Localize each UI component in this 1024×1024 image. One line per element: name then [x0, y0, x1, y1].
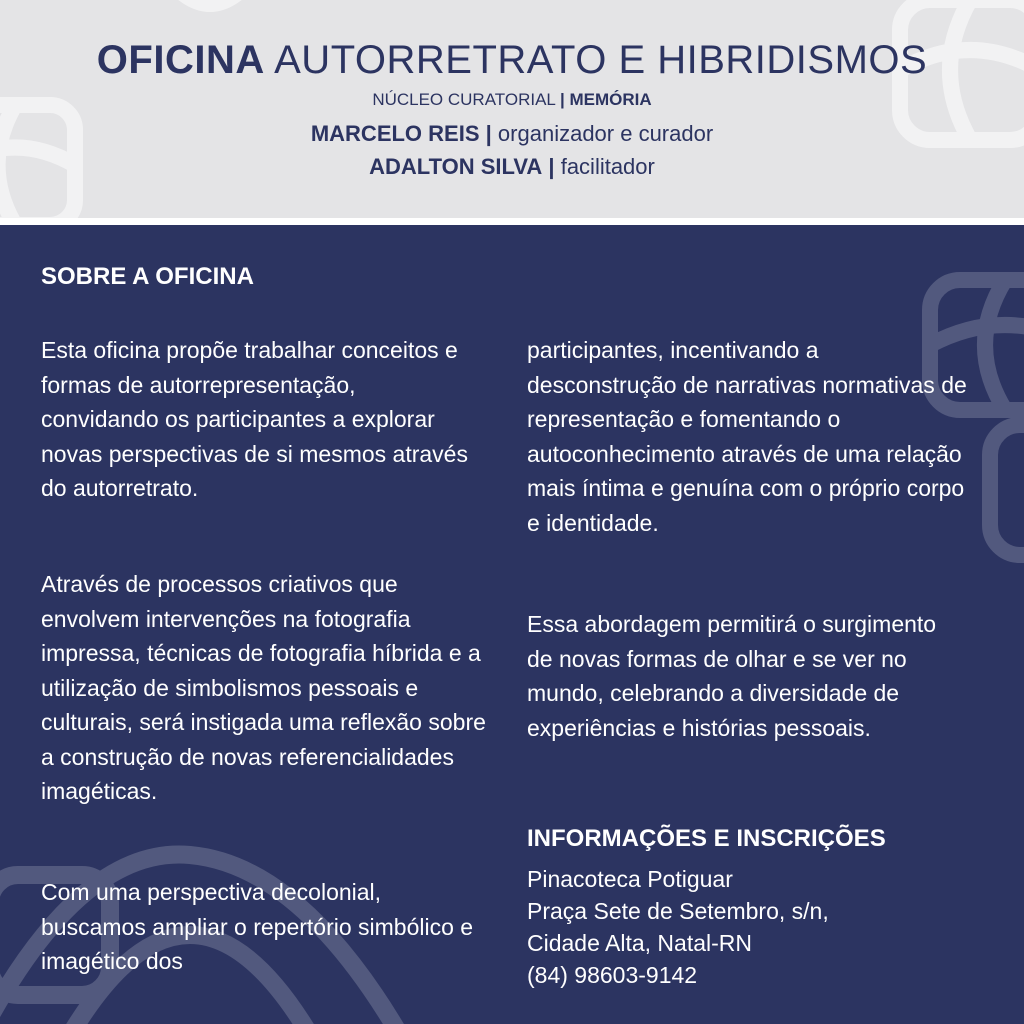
subtitle-separator: | — [560, 90, 565, 109]
page-title — [0, 38, 1024, 83]
credit-facilitator — [0, 154, 1024, 180]
credit-organizer — [0, 121, 1024, 147]
credit-name: MARCELO REIS — [310, 121, 480, 146]
venue-name: Pinacoteca Potiguar — [527, 866, 733, 892]
about-paragraph: Através de processos criativos que envolvem intervenções na fotografia impressa, técnicas de fotografia híbrida e a utilização de simbolismos pessoais e culturais, será instigada uma reflexão sobre a construção de novas referencialidades imagéticas. — [41, 571, 486, 804]
main-panel — [0, 225, 1024, 1024]
venue-city: Cidade Alta, Natal-RN — [527, 930, 752, 956]
credit-separator: | — [485, 121, 492, 146]
header-band — [0, 0, 1024, 218]
venue-address: Praça Sete de Setembro, s/n, — [527, 898, 829, 924]
credit-name: ADALTON SILVA — [369, 154, 543, 179]
divider — [0, 218, 1024, 225]
subtitle-bold: MEMÓRIA — [569, 90, 652, 109]
title-rest: AUTORRETRATO E HIBRIDISMOS — [274, 38, 928, 82]
title-bold: OFICINA — [96, 38, 265, 82]
credit-role: facilitador — [560, 154, 655, 179]
contact-phone: (84) 98603-9142 — [527, 962, 698, 988]
about-paragraph: participantes, incentivando a desconstrução de narrativas normativas de representação e fomentando o autoconhecimento através de uma relação mais íntima e genuína com o próprio corpo e identidade. — [527, 337, 967, 536]
curatorial-line — [0, 90, 1024, 110]
info-heading: INFORMAÇÕES E INSCRIÇÕES — [527, 825, 886, 852]
about-heading: SOBRE A OFICINA — [41, 263, 254, 290]
subtitle-prefix: NÚCLEO CURATORIAL — [372, 90, 556, 109]
credit-role: organizador e curador — [497, 121, 714, 146]
about-paragraph: Esta oficina propõe trabalhar conceitos e formas de autorrepresentação, convidando os participantes a explorar novas perspectivas de si mesmos através do autorretrato. — [41, 337, 468, 501]
about-paragraph: Essa abordagem permitirá o surgimento de novas formas de olhar e se ver no mundo, celebrando a diversidade de experiências e histórias pessoais. — [527, 611, 937, 741]
about-paragraph: Com uma perspectiva decolonial, buscamos ampliar o repertório simbólico e imagético dos — [41, 879, 474, 974]
credit-separator: | — [548, 154, 555, 179]
